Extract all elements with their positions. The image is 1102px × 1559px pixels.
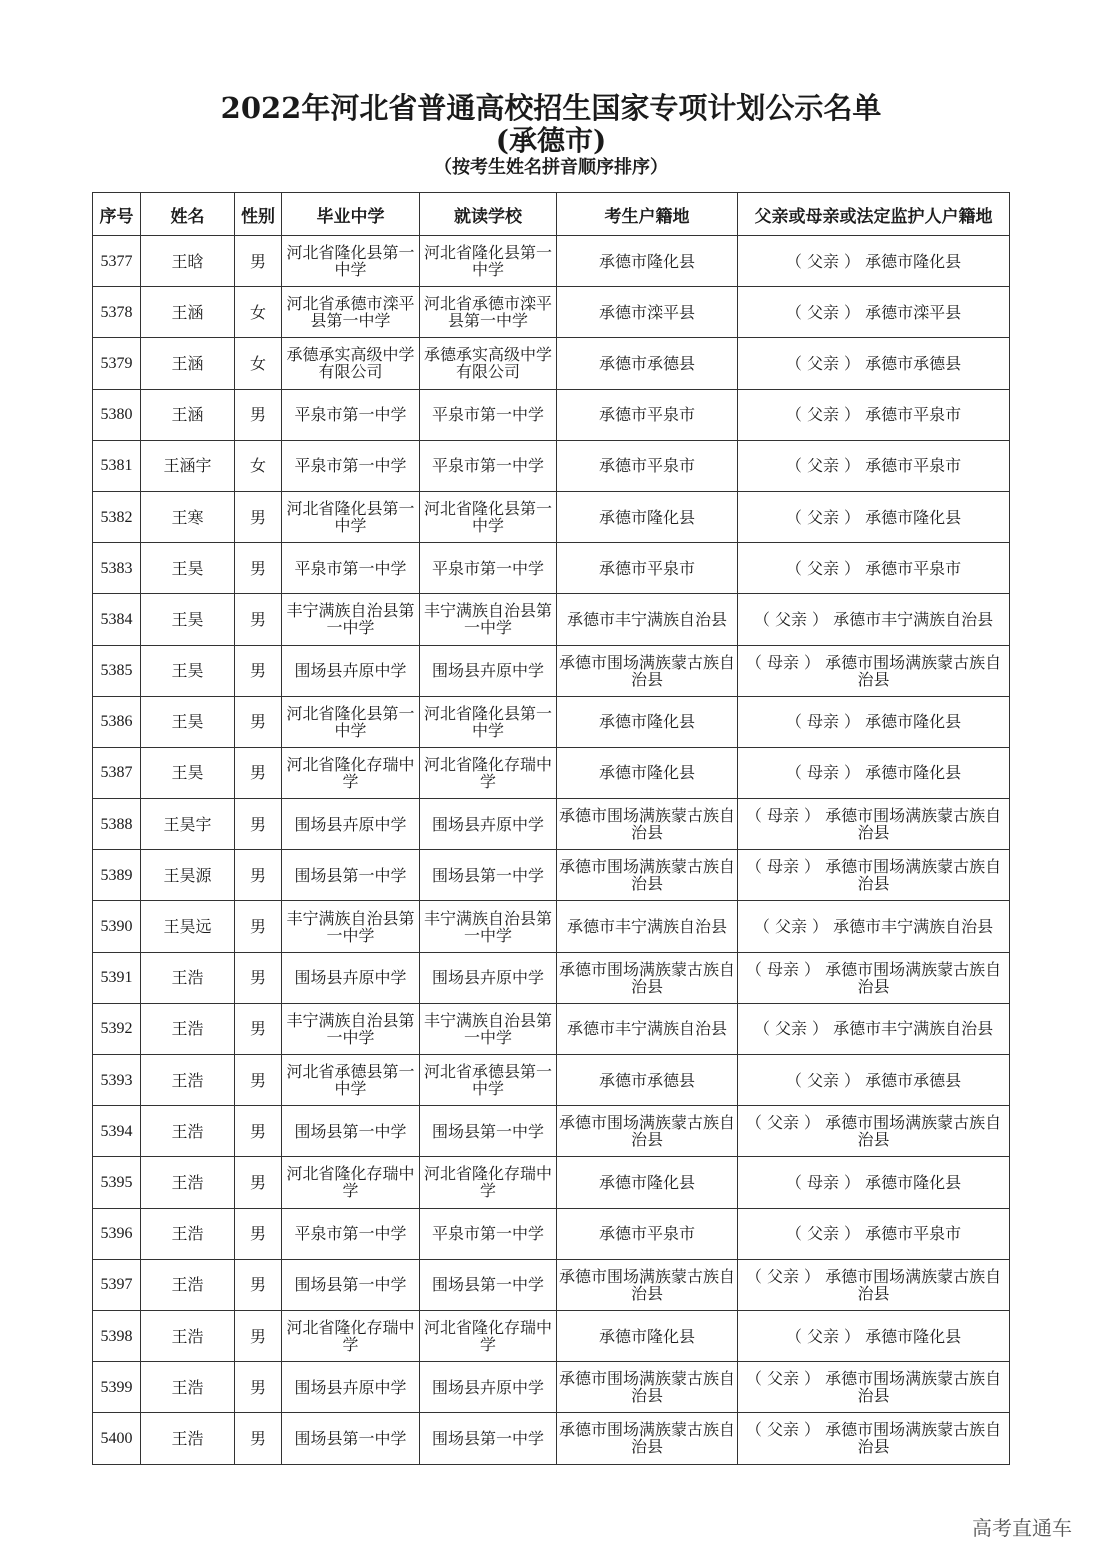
cell-guardian-hukou: （ 父亲 ） 承德市承德县 <box>738 1055 1010 1106</box>
cell-name: 王涵 <box>141 287 235 338</box>
cell-index: 5388 <box>93 799 141 850</box>
cell-student-hukou: 承德市承德县 <box>557 338 738 389</box>
table-row <box>93 1362 1010 1413</box>
cell-graduated-school: 围场县卉原中学 <box>282 952 420 1003</box>
cell-name: 王昊远 <box>141 901 235 952</box>
cell-current-school: 平泉市第一中学 <box>420 1208 557 1259</box>
col-header-sex: 性别 <box>235 193 282 236</box>
cell-guardian-hukou: （ 父亲 ） 承德市平泉市 <box>738 543 1010 594</box>
cell-student-hukou: 承德市围场满族蒙古族自治县 <box>557 850 738 901</box>
cell-student-hukou: 承德市丰宁满族自治县 <box>557 901 738 952</box>
col-header-guardian-hukou: 父亲或母亲或法定监护人户籍地 <box>738 193 1010 236</box>
page-title: 2022年河北省普通高校招生国家专项计划公示名单 <box>220 91 882 125</box>
cell-graduated-school: 河北省隆化存瑞中学 <box>282 1157 420 1208</box>
cell-graduated-school: 围场县第一中学 <box>282 850 420 901</box>
cell-student-hukou: 承德市隆化县 <box>557 696 738 747</box>
cell-current-school: 河北省隆化县第一中学 <box>420 236 557 287</box>
cell-student-hukou: 承德市隆化县 <box>557 1157 738 1208</box>
cell-graduated-school: 丰宁满族自治县第一中学 <box>282 901 420 952</box>
cell-guardian-hukou: （ 父亲 ） 承德市围场满族蒙古族自治县 <box>738 1106 1010 1157</box>
table-row <box>93 1003 1010 1054</box>
cell-sex: 男 <box>235 952 282 1003</box>
cell-graduated-school: 围场县卉原中学 <box>282 645 420 696</box>
cell-graduated-school: 丰宁满族自治县第一中学 <box>282 594 420 645</box>
cell-student-hukou: 承德市平泉市 <box>557 389 738 440</box>
cell-current-school: 河北省隆化存瑞中学 <box>420 1157 557 1208</box>
cell-student-hukou: 承德市隆化县 <box>557 491 738 542</box>
cell-index: 5379 <box>93 338 141 389</box>
cell-name: 王浩 <box>141 1362 235 1413</box>
cell-graduated-school: 围场县卉原中学 <box>282 1362 420 1413</box>
cell-name: 王昊源 <box>141 850 235 901</box>
cell-sex: 男 <box>235 850 282 901</box>
cell-guardian-hukou: （ 母亲 ） 承德市围场满族蒙古族自治县 <box>738 850 1010 901</box>
cell-sex: 女 <box>235 287 282 338</box>
cell-guardian-hukou: （ 父亲 ） 承德市围场满族蒙古族自治县 <box>738 1259 1010 1310</box>
cell-student-hukou: 承德市围场满族蒙古族自治县 <box>557 1259 738 1310</box>
cell-name: 王昊 <box>141 645 235 696</box>
cell-current-school: 围场县第一中学 <box>420 1413 557 1464</box>
cell-current-school: 河北省隆化县第一中学 <box>420 491 557 542</box>
cell-index: 5396 <box>93 1208 141 1259</box>
cell-sex: 男 <box>235 1413 282 1464</box>
cell-sex: 男 <box>235 799 282 850</box>
cell-current-school: 丰宁满族自治县第一中学 <box>420 1003 557 1054</box>
cell-student-hukou: 承德市隆化县 <box>557 236 738 287</box>
cell-current-school: 河北省隆化县第一中学 <box>420 696 557 747</box>
cell-student-hukou: 承德市平泉市 <box>557 440 738 491</box>
page-subtitle-sort-note: （按考生姓名拼音顺序排序） <box>434 157 668 178</box>
cell-student-hukou: 承德市隆化县 <box>557 747 738 798</box>
cell-index: 5387 <box>93 747 141 798</box>
cell-index: 5400 <box>93 1413 141 1464</box>
cell-sex: 男 <box>235 1259 282 1310</box>
cell-sex: 男 <box>235 1310 282 1361</box>
cell-guardian-hukou: （ 父亲 ） 承德市平泉市 <box>738 389 1010 440</box>
cell-guardian-hukou: （ 父亲 ） 承德市围场满族蒙古族自治县 <box>738 1362 1010 1413</box>
cell-current-school: 平泉市第一中学 <box>420 543 557 594</box>
table-row <box>93 1259 1010 1310</box>
cell-index: 5380 <box>93 389 141 440</box>
cell-graduated-school: 河北省隆化县第一中学 <box>282 236 420 287</box>
table-row <box>93 543 1010 594</box>
cell-guardian-hukou: （ 母亲 ） 承德市围场满族蒙古族自治县 <box>738 799 1010 850</box>
cell-guardian-hukou: （ 母亲 ） 承德市围场满族蒙古族自治县 <box>738 645 1010 696</box>
cell-graduated-school: 围场县卉原中学 <box>282 799 420 850</box>
cell-sex: 男 <box>235 1055 282 1106</box>
cell-sex: 男 <box>235 1157 282 1208</box>
cell-guardian-hukou: （ 父亲 ） 承德市丰宁满族自治县 <box>738 901 1010 952</box>
cell-current-school: 丰宁满族自治县第一中学 <box>420 901 557 952</box>
cell-sex: 男 <box>235 901 282 952</box>
cell-graduated-school: 平泉市第一中学 <box>282 440 420 491</box>
cell-guardian-hukou: （ 父亲 ） 承德市隆化县 <box>738 491 1010 542</box>
cell-sex: 女 <box>235 338 282 389</box>
cell-graduated-school: 河北省承德县第一中学 <box>282 1055 420 1106</box>
cell-index: 5398 <box>93 1310 141 1361</box>
cell-graduated-school: 围场县第一中学 <box>282 1413 420 1464</box>
cell-index: 5391 <box>93 952 141 1003</box>
cell-guardian-hukou: （ 母亲 ） 承德市隆化县 <box>738 1157 1010 1208</box>
cell-name: 王浩 <box>141 1106 235 1157</box>
cell-sex: 男 <box>235 1106 282 1157</box>
cell-sex: 男 <box>235 696 282 747</box>
cell-sex: 男 <box>235 747 282 798</box>
cell-student-hukou: 承德市围场满族蒙古族自治县 <box>557 1106 738 1157</box>
cell-name: 王涵 <box>141 389 235 440</box>
cell-current-school: 承德承实高级中学有限公司 <box>420 338 557 389</box>
cell-student-hukou: 承德市承德县 <box>557 1055 738 1106</box>
cell-index: 5378 <box>93 287 141 338</box>
cell-guardian-hukou: （ 父亲 ） 承德市隆化县 <box>738 236 1010 287</box>
cell-name: 王寒 <box>141 491 235 542</box>
table-row <box>93 389 1010 440</box>
cell-sex: 女 <box>235 440 282 491</box>
cell-student-hukou: 承德市围场满族蒙古族自治县 <box>557 952 738 1003</box>
cell-sex: 男 <box>235 594 282 645</box>
cell-graduated-school: 丰宁满族自治县第一中学 <box>282 1003 420 1054</box>
cell-graduated-school: 河北省隆化县第一中学 <box>282 696 420 747</box>
cell-sex: 男 <box>235 389 282 440</box>
cell-guardian-hukou: （ 父亲 ） 承德市滦平县 <box>738 287 1010 338</box>
cell-guardian-hukou: （ 母亲 ） 承德市围场满族蒙古族自治县 <box>738 952 1010 1003</box>
page-subtitle-city: (承德市) <box>495 124 607 157</box>
cell-student-hukou: 承德市围场满族蒙古族自治县 <box>557 799 738 850</box>
cell-index: 5397 <box>93 1259 141 1310</box>
cell-guardian-hukou: （ 父亲 ） 承德市平泉市 <box>738 440 1010 491</box>
cell-index: 5377 <box>93 236 141 287</box>
cell-current-school: 围场县卉原中学 <box>420 645 557 696</box>
table-row <box>93 850 1010 901</box>
cell-current-school: 河北省隆化存瑞中学 <box>420 1310 557 1361</box>
cell-sex: 男 <box>235 1362 282 1413</box>
cell-name: 王浩 <box>141 1055 235 1106</box>
col-header-name: 姓名 <box>141 193 235 236</box>
cell-sex: 男 <box>235 491 282 542</box>
cell-student-hukou: 承德市丰宁满族自治县 <box>557 1003 738 1054</box>
cell-student-hukou: 承德市丰宁满族自治县 <box>557 594 738 645</box>
table-row <box>93 1157 1010 1208</box>
cell-name: 王晗 <box>141 236 235 287</box>
cell-name: 王浩 <box>141 1413 235 1464</box>
table-row <box>93 1208 1010 1259</box>
cell-guardian-hukou: （ 父亲 ） 承德市丰宁满族自治县 <box>738 1003 1010 1054</box>
col-header-index: 序号 <box>93 193 141 236</box>
watermark-text: 高考直通车 <box>972 1516 1072 1540</box>
table-row <box>93 747 1010 798</box>
cell-name: 王昊 <box>141 594 235 645</box>
cell-name: 王浩 <box>141 1310 235 1361</box>
cell-index: 5395 <box>93 1157 141 1208</box>
col-header-graduated-school: 毕业中学 <box>282 193 420 236</box>
cell-index: 5392 <box>93 1003 141 1054</box>
table-row <box>93 901 1010 952</box>
cell-name: 王涵 <box>141 338 235 389</box>
cell-name: 王昊宇 <box>141 799 235 850</box>
cell-current-school: 丰宁满族自治县第一中学 <box>420 594 557 645</box>
cell-index: 5381 <box>93 440 141 491</box>
cell-name: 王浩 <box>141 1003 235 1054</box>
cell-sex: 男 <box>235 645 282 696</box>
cell-graduated-school: 围场县第一中学 <box>282 1259 420 1310</box>
cell-sex: 男 <box>235 1208 282 1259</box>
cell-current-school: 河北省承德县第一中学 <box>420 1055 557 1106</box>
cell-name: 王浩 <box>141 1208 235 1259</box>
table-row <box>93 236 1010 287</box>
cell-current-school: 河北省承德市滦平县第一中学 <box>420 287 557 338</box>
table-row <box>93 1055 1010 1106</box>
cell-index: 5383 <box>93 543 141 594</box>
cell-index: 5390 <box>93 901 141 952</box>
table-row <box>93 1106 1010 1157</box>
table-header-row <box>93 193 1010 236</box>
cell-guardian-hukou: （ 父亲 ） 承德市围场满族蒙古族自治县 <box>738 1413 1010 1464</box>
cell-graduated-school: 河北省承德市滦平县第一中学 <box>282 287 420 338</box>
table-row <box>93 696 1010 747</box>
cell-name: 王昊 <box>141 747 235 798</box>
cell-name: 王昊 <box>141 696 235 747</box>
table-row <box>93 440 1010 491</box>
cell-current-school: 围场县卉原中学 <box>420 952 557 1003</box>
cell-student-hukou: 承德市围场满族蒙古族自治县 <box>557 645 738 696</box>
cell-name: 王昊 <box>141 543 235 594</box>
cell-graduated-school: 平泉市第一中学 <box>282 389 420 440</box>
cell-guardian-hukou: （ 母亲 ） 承德市隆化县 <box>738 696 1010 747</box>
cell-graduated-school: 河北省隆化存瑞中学 <box>282 747 420 798</box>
cell-graduated-school: 承德承实高级中学有限公司 <box>282 338 420 389</box>
table-row <box>93 338 1010 389</box>
cell-student-hukou: 承德市平泉市 <box>557 543 738 594</box>
table-row <box>93 1413 1010 1464</box>
cell-current-school: 围场县第一中学 <box>420 1106 557 1157</box>
cell-current-school: 平泉市第一中学 <box>420 440 557 491</box>
cell-sex: 男 <box>235 543 282 594</box>
table-row <box>93 287 1010 338</box>
cell-current-school: 围场县卉原中学 <box>420 799 557 850</box>
cell-sex: 男 <box>235 1003 282 1054</box>
table-row <box>93 952 1010 1003</box>
cell-graduated-school: 河北省隆化县第一中学 <box>282 491 420 542</box>
cell-graduated-school: 河北省隆化存瑞中学 <box>282 1310 420 1361</box>
cell-current-school: 围场县第一中学 <box>420 850 557 901</box>
cell-current-school: 平泉市第一中学 <box>420 389 557 440</box>
cell-index: 5386 <box>93 696 141 747</box>
table-row <box>93 594 1010 645</box>
cell-current-school: 河北省隆化存瑞中学 <box>420 747 557 798</box>
col-header-student-hukou: 考生户籍地 <box>557 193 738 236</box>
cell-guardian-hukou: （ 父亲 ） 承德市承德县 <box>738 338 1010 389</box>
cell-index: 5399 <box>93 1362 141 1413</box>
cell-student-hukou: 承德市围场满族蒙古族自治县 <box>557 1413 738 1464</box>
cell-index: 5384 <box>93 594 141 645</box>
cell-index: 5393 <box>93 1055 141 1106</box>
table-row <box>93 645 1010 696</box>
cell-index: 5389 <box>93 850 141 901</box>
cell-sex: 男 <box>235 236 282 287</box>
table-row <box>93 491 1010 542</box>
cell-student-hukou: 承德市平泉市 <box>557 1208 738 1259</box>
cell-student-hukou: 承德市滦平县 <box>557 287 738 338</box>
cell-student-hukou: 承德市隆化县 <box>557 1310 738 1361</box>
cell-current-school: 围场县第一中学 <box>420 1259 557 1310</box>
cell-guardian-hukou: （ 母亲 ） 承德市隆化县 <box>738 747 1010 798</box>
cell-graduated-school: 平泉市第一中学 <box>282 1208 420 1259</box>
cell-current-school: 围场县卉原中学 <box>420 1362 557 1413</box>
table-row <box>93 799 1010 850</box>
cell-name: 王涵宇 <box>141 440 235 491</box>
cell-name: 王浩 <box>141 1259 235 1310</box>
cell-index: 5385 <box>93 645 141 696</box>
cell-guardian-hukou: （ 父亲 ） 承德市隆化县 <box>738 1310 1010 1361</box>
col-header-current-school: 就读学校 <box>420 193 557 236</box>
cell-name: 王浩 <box>141 952 235 1003</box>
cell-name: 王浩 <box>141 1157 235 1208</box>
cell-student-hukou: 承德市围场满族蒙古族自治县 <box>557 1362 738 1413</box>
roster-table <box>92 192 1010 1465</box>
cell-graduated-school: 围场县第一中学 <box>282 1106 420 1157</box>
cell-index: 5394 <box>93 1106 141 1157</box>
cell-guardian-hukou: （ 父亲 ） 承德市平泉市 <box>738 1208 1010 1259</box>
cell-graduated-school: 平泉市第一中学 <box>282 543 420 594</box>
table-row <box>93 1310 1010 1361</box>
cell-guardian-hukou: （ 父亲 ） 承德市丰宁满族自治县 <box>738 594 1010 645</box>
cell-index: 5382 <box>93 491 141 542</box>
